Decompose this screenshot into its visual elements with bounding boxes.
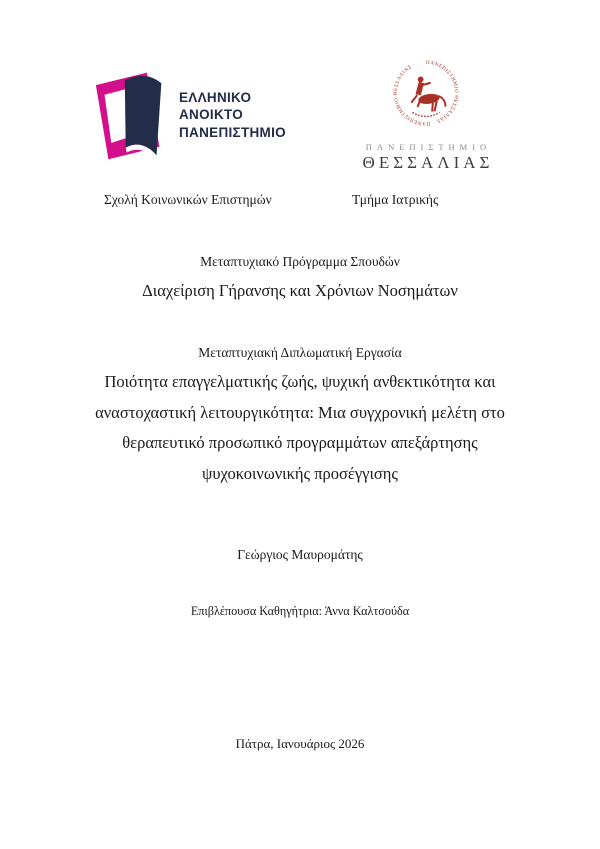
- svg-text:ΠΑΝΕΠΙΣΤΗΜΙΟ ΘΕΣΣΑΛΙΑΣ · ΠΑΝΕΠ: [393, 60, 460, 127]
- thesis-title-line3: θεραπευτικό προσωπικό προγραμμάτων απεξάρτησης: [122, 433, 478, 452]
- centaur-figure: [410, 77, 445, 112]
- program-label: Μεταπτυχιακό Πρόγραμμα Σπουδών: [200, 254, 400, 269]
- department-name: Τμήμα Ιατρικής: [352, 192, 439, 207]
- open-book-icon: [93, 70, 170, 160]
- thesis-title: [0, 367, 600, 489]
- thesis-type-label: Μεταπτυχιακή Διπλωματική Εργασία: [198, 345, 402, 360]
- supervisor-line: Επιβλέπουσα Καθηγήτρια: Άννα Καλτσούδα: [190, 604, 410, 618]
- thesis-title-line2: αναστοχαστική λειτουργικότητα: Μια συγχρονική μελέτη στο: [95, 402, 505, 422]
- program-name: Διαχείριση Γήρανσης και Χρόνιων Νοσημάτων: [142, 281, 458, 300]
- centaur-seal-icon: [389, 56, 463, 134]
- uth-logo-line1: ΠΑΝΕΠΙΣΤΗΜΙΟ: [365, 142, 492, 152]
- thesis-title-line4: ψυχοκοινωνικής προσέγγισης: [202, 463, 398, 483]
- author-name: Γεώργιος Μαυρομάτης: [237, 547, 363, 562]
- hou-logo-line2: ΑΝΟΙΚΤΟ: [179, 107, 244, 123]
- hou-logo-line1: ΕΛΛΗΝΙΚΟ: [179, 89, 252, 105]
- hou-logo-line3: ΠΑΝΕΠΙΣΤΗΜΙΟ: [179, 124, 286, 140]
- place-date: Πάτρα, Ιανουάριος 2026: [235, 736, 365, 751]
- school-name: Σχολή Κοινωνικών Επιστημών: [104, 192, 272, 207]
- hou-logo-wordmark: [179, 89, 286, 142]
- uth-logo-line2: ΘΕΣΣΑΛΙΑΣ: [362, 153, 494, 172]
- hellenic-open-university-logo: [93, 70, 286, 160]
- thesis-title-line1: Ποιότητα επαγγελματικής ζωής, ψυχική ανθεκτικότητα και: [104, 372, 496, 391]
- seal-ring-text: ΠΑΝΕΠΙΣΤΗΜΙΟ ΘΕΣΣΑΛΙΑΣ · ΠΑΝΕΠΙΣΤΗΜΙΟ ΘΕΣΣΑΛΙΑΣ ·: [392, 59, 460, 127]
- university-of-thessaly-logo: [347, 56, 505, 173]
